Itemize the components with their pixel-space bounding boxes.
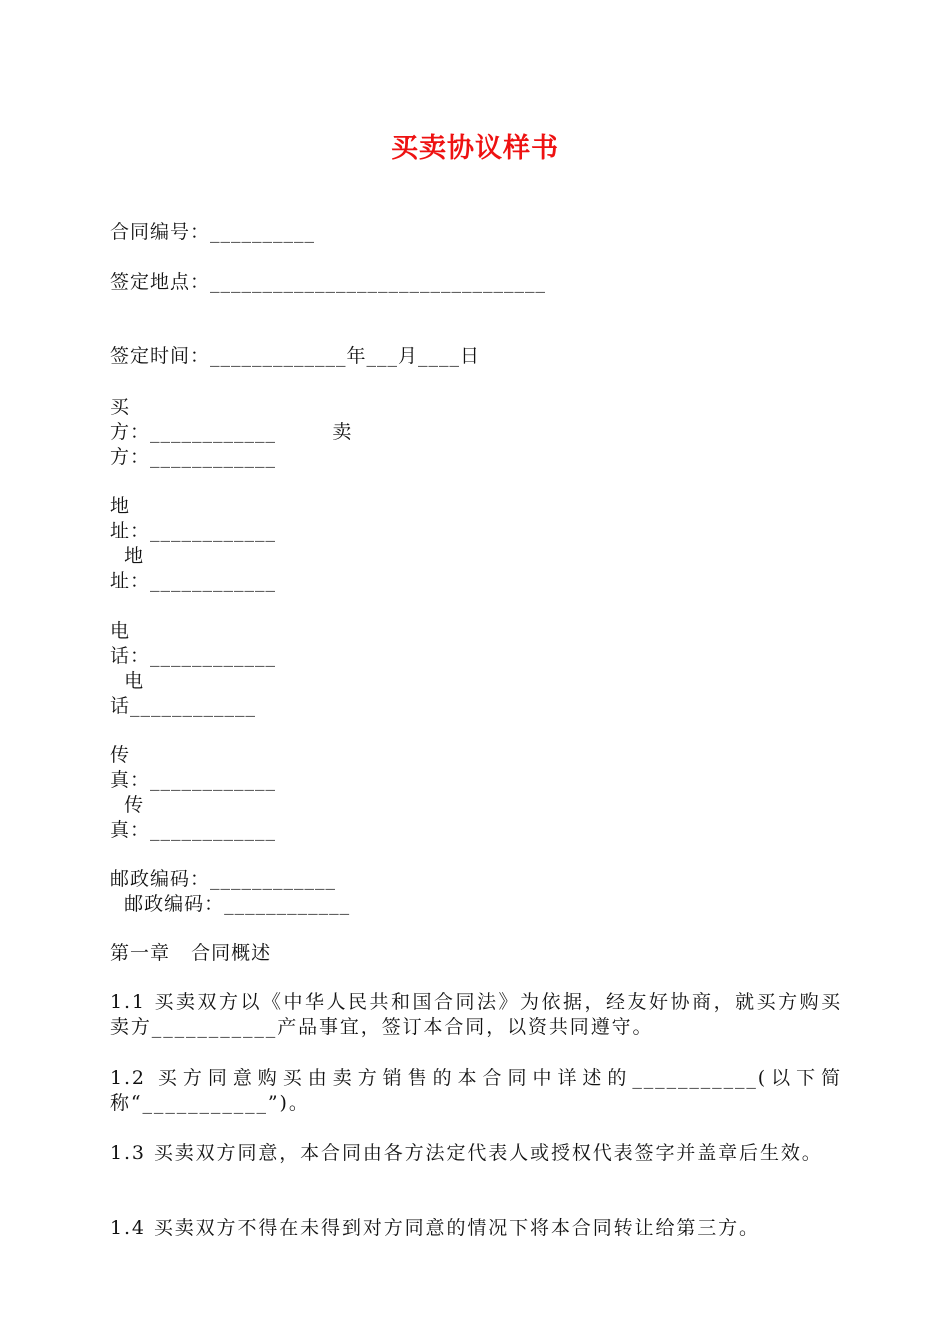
seller-zip-field: 邮政编码：____________ bbox=[110, 893, 351, 915]
sign-time-field: 签定时间：_____________年___月____日 bbox=[110, 345, 481, 367]
buyer-fax-label: 传 bbox=[110, 744, 131, 766]
seller-field: 方：____________ bbox=[110, 446, 277, 468]
clause-1-1: 1.1 买卖双方以《中华人民共和国合同法》为依据，经友好协商，就买方购买卖方___________产品事宜，签订本合同，以资共同遵守。 bbox=[110, 991, 842, 1038]
buyer-field: 方：____________ 卖 bbox=[110, 421, 353, 443]
seller-address-label: 地 bbox=[110, 545, 145, 567]
buyer-phone-field: 话：____________ bbox=[110, 645, 277, 667]
seller-fax-label: 传 bbox=[110, 794, 145, 816]
clause-1-3: 1.3 买卖双方同意，本合同由各方法定代表人或授权代表签字并盖章后生效。 bbox=[110, 1142, 823, 1164]
buyer-address-field: 址：____________ bbox=[110, 520, 277, 542]
seller-address-field: 址：____________ bbox=[110, 570, 277, 592]
clause-1-4: 1.4 买卖双方不得在未得到对方同意的情况下将本合同转让给第三方。 bbox=[110, 1217, 760, 1239]
buyer-phone-label: 电 bbox=[110, 620, 131, 642]
buyer-fax-field: 真：____________ bbox=[110, 769, 277, 791]
seller-fax-field: 真：____________ bbox=[110, 819, 277, 841]
buyer-address-label: 地 bbox=[110, 495, 131, 517]
buyer-zip-field: 邮政编码：____________ bbox=[110, 868, 337, 890]
contract-number-field: 合同编号：__________ bbox=[110, 221, 316, 243]
clause-1-2: 1.2 买方同意购买由卖方销售的本合同中详述的___________(以下简称“___________”)。 bbox=[110, 1067, 842, 1114]
chapter-heading: 第一章 合同概述 bbox=[110, 942, 272, 964]
seller-phone-label: 电 bbox=[110, 670, 145, 692]
seller-phone-field: 话____________ bbox=[110, 695, 257, 717]
buyer-label: 买 bbox=[110, 396, 131, 418]
document-title: 买卖协议样书 bbox=[391, 133, 559, 164]
sign-place-field: 签定地点：________________________________ bbox=[110, 271, 547, 293]
